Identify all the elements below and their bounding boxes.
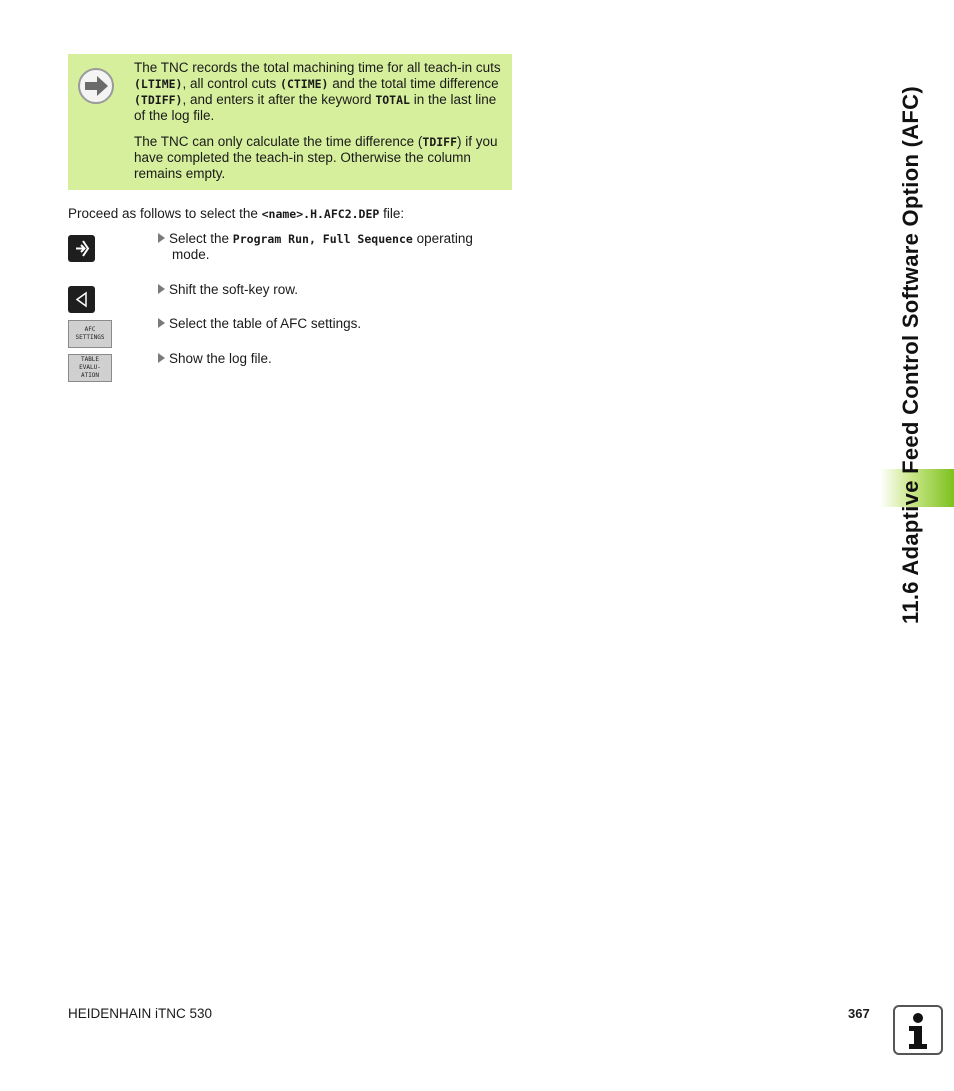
inline-text: The TNC records the total machining time for all teach-in cuts <box>134 60 501 75</box>
note-box <box>68 54 512 190</box>
inline-text: ) if you have completed the teach-in step. Otherwise the column remains empty. <box>134 134 498 181</box>
note-text <box>134 60 504 192</box>
afc-settings-softkey[interactable] <box>68 320 112 348</box>
bullet-triangle-icon <box>158 284 165 294</box>
operating-mode-code: Program Run, Full Sequence <box>232 232 413 246</box>
inline-text: and the total time difference <box>328 76 499 91</box>
inline-code: (CTIME) <box>280 77 329 91</box>
softkey-label-line: TABLE <box>80 356 100 363</box>
intro-text: Proceed as follows to select the <name>.H.AFC2.DEP file: <box>68 206 405 221</box>
note-paragraph-1 <box>134 60 504 124</box>
chapter-side-title: 11.6 Adaptive Feed Control Software Option (AFC) <box>898 86 923 624</box>
inline-text: , all control cuts <box>182 76 281 91</box>
inline-code: TDIFF <box>422 135 458 149</box>
note-paragraph-2 <box>134 134 504 182</box>
softkey-label-line: ATION <box>80 372 100 379</box>
footer-manual-name: HEIDENHAIN iTNC 530 <box>68 1006 213 1021</box>
inline-text: The TNC can only calculate the time difference ( <box>134 134 423 149</box>
arrow-right-icon <box>78 68 114 104</box>
bullet-triangle-icon <box>158 353 165 363</box>
step-3: Select the table of AFC settings. <box>158 316 503 332</box>
inline-code: (TDIFF) <box>134 93 183 107</box>
bullet-triangle-icon <box>158 318 165 328</box>
softkey-label-line: EVALU- <box>79 364 101 371</box>
program-run-key[interactable] <box>68 235 95 262</box>
page-number: 367 <box>848 1006 870 1021</box>
inline-text: , and enters it after the keyword <box>182 92 376 107</box>
inline-code: (LTIME) <box>134 77 183 91</box>
softkey-label-line: SETTINGS <box>75 334 105 341</box>
bullet-triangle-icon <box>158 233 165 243</box>
shift-softkey-row-key[interactable] <box>68 286 95 313</box>
inline-code: TOTAL <box>375 93 410 107</box>
table-evaluation-softkey[interactable] <box>68 354 112 382</box>
inline-text: in the last line of the log file. <box>134 92 497 123</box>
file-name-code: <name>.H.AFC2.DEP <box>261 207 380 221</box>
step-2: Shift the soft-key row. <box>158 282 503 298</box>
step-4: Show the log file. <box>158 351 503 367</box>
info-icon <box>893 1005 943 1055</box>
softkey-label-line: AFC <box>84 326 96 333</box>
step-1: Select the Program Run, Full Sequence operating mode. <box>158 231 503 263</box>
